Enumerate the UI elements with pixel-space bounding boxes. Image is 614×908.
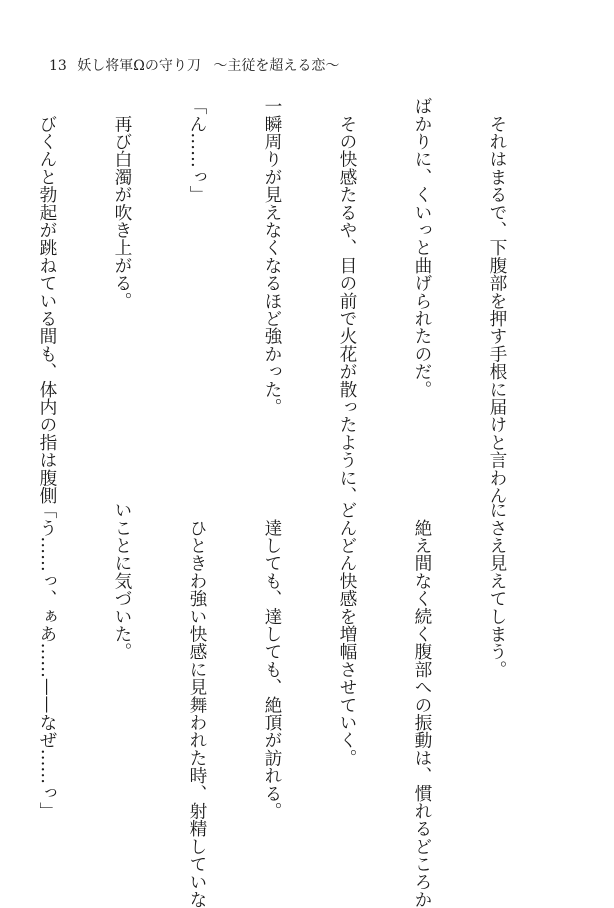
text-line: いことに気づいた。	[112, 501, 132, 661]
book-subtitle: 〜主従を超える恋〜	[213, 58, 340, 74]
page-number: 13	[49, 58, 67, 74]
text-line: にさえ見えてしまう。	[487, 501, 507, 678]
text-line: どんどん快感を増幅させていく。	[337, 501, 357, 767]
text-line: 「ん……っ」	[187, 97, 207, 204]
lower-text-block	[37, 501, 559, 908]
upper-text-block	[37, 97, 559, 505]
book-title: 妖し将軍Ωの守り刀	[77, 58, 201, 74]
text-line: ばかりに、くいっと曲げられたのだ。	[412, 97, 432, 398]
text-line: 絶え間なく続く腹部への振動は、慣れるどころか	[412, 501, 432, 908]
running-header	[49, 55, 339, 75]
text-line: びくんと勃起が跳ねている間も、体内の指は腹側	[37, 97, 57, 505]
text-line: ひときわ強い快感に見舞われた時、射精していな	[187, 501, 207, 908]
text-line: 一瞬周りが見えなくなるほど強かった。	[262, 97, 282, 416]
text-line: それはまるで、下腹部を押す手根に届けと言わん	[487, 97, 507, 505]
text-line: 再び白濁が吹き上がる。	[112, 97, 132, 310]
text-line: その快感たるや、目の前で火花が散ったように、	[337, 97, 357, 505]
text-line: 達しても、達しても、絶頂が訪れる。	[262, 501, 282, 820]
text-line: 「う……っ、ぁあ……——なぜ……っ」	[37, 501, 57, 820]
